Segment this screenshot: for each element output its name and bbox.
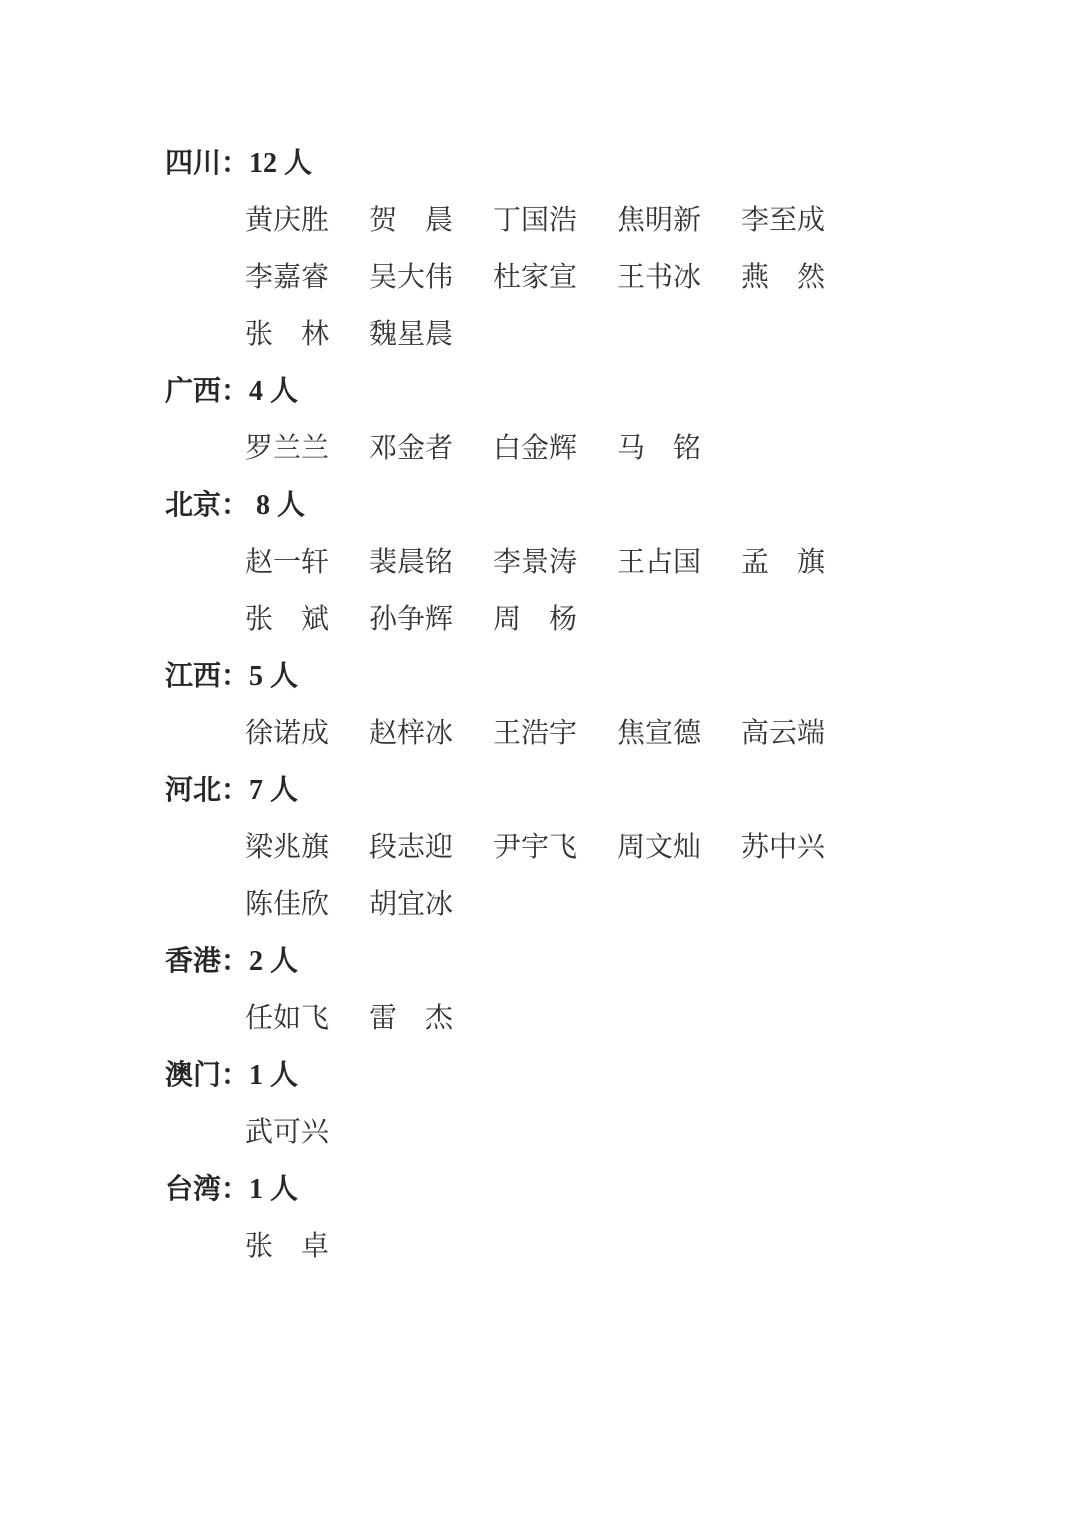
names-row	[165, 990, 1080, 1047]
person-name: 孟 旗	[741, 547, 826, 578]
section-header-taiwan: 台湾：1 人	[165, 1174, 299, 1205]
person-name: 吴大伟	[369, 262, 454, 293]
names-row	[165, 591, 1080, 648]
person-name: 张 卓	[245, 1231, 330, 1262]
names-row	[165, 705, 1080, 762]
person-name: 周 杨	[493, 604, 578, 635]
person-name: 梁兆旗	[245, 832, 330, 863]
person-name: 贺 晨	[369, 205, 454, 236]
person-name: 罗兰兰	[245, 433, 330, 464]
names-row	[165, 249, 1080, 306]
person-name: 杜家宣	[493, 262, 578, 293]
person-name: 张 林	[245, 319, 330, 350]
person-name: 李嘉睿	[245, 262, 330, 293]
names-row	[165, 192, 1080, 249]
names-row	[165, 306, 1080, 363]
person-name: 邓金者	[369, 433, 454, 464]
person-name: 孙争辉	[369, 604, 454, 635]
person-name: 任如飞	[245, 1003, 330, 1034]
section-header-jiangxi: 江西：5 人	[165, 661, 299, 692]
person-name: 高云端	[741, 718, 826, 749]
person-name: 赵一轩	[245, 547, 330, 578]
person-name: 焦明新	[617, 205, 702, 236]
person-name: 马 铭	[617, 433, 702, 464]
person-name: 丁国浩	[493, 205, 578, 236]
names-row	[165, 819, 1080, 876]
names-row	[165, 420, 1080, 477]
person-name: 李至成	[741, 205, 826, 236]
person-name: 王占国	[617, 547, 702, 578]
section-header-macau: 澳门：1 人	[165, 1060, 299, 1091]
person-name: 徐诺成	[245, 718, 330, 749]
section-header-guangxi: 广西：4 人	[165, 376, 299, 407]
names-row	[165, 534, 1080, 591]
person-name: 焦宣德	[617, 718, 702, 749]
person-name: 陈佳欣	[245, 889, 330, 920]
names-row	[165, 876, 1080, 933]
person-name: 裴晨铭	[369, 547, 454, 578]
person-name: 黄庆胜	[245, 205, 330, 236]
names-row	[165, 1104, 1080, 1161]
person-name: 王浩宇	[493, 718, 578, 749]
person-name: 苏中兴	[741, 832, 826, 863]
section-header-beijing: 北京： 8 人	[165, 490, 306, 521]
person-name: 周文灿	[617, 832, 702, 863]
person-name: 白金辉	[493, 433, 578, 464]
person-name: 胡宜冰	[369, 889, 454, 920]
person-name: 尹宇飞	[493, 832, 578, 863]
names-row	[165, 1218, 1080, 1275]
section-header-hongkong: 香港：2 人	[165, 946, 299, 977]
person-name: 燕 然	[741, 262, 826, 293]
person-name: 王书冰	[617, 262, 702, 293]
person-name: 李景涛	[493, 547, 578, 578]
person-name: 武可兴	[245, 1117, 330, 1148]
person-name: 赵梓冰	[369, 718, 454, 749]
person-name: 雷 杰	[369, 1003, 454, 1034]
section-header-hebei: 河北：7 人	[165, 775, 299, 806]
person-name: 魏星晨	[369, 319, 454, 350]
person-name: 张 斌	[245, 604, 330, 635]
section-header-sichuan: 四川：12 人	[165, 148, 313, 179]
person-name: 段志迎	[369, 832, 454, 863]
